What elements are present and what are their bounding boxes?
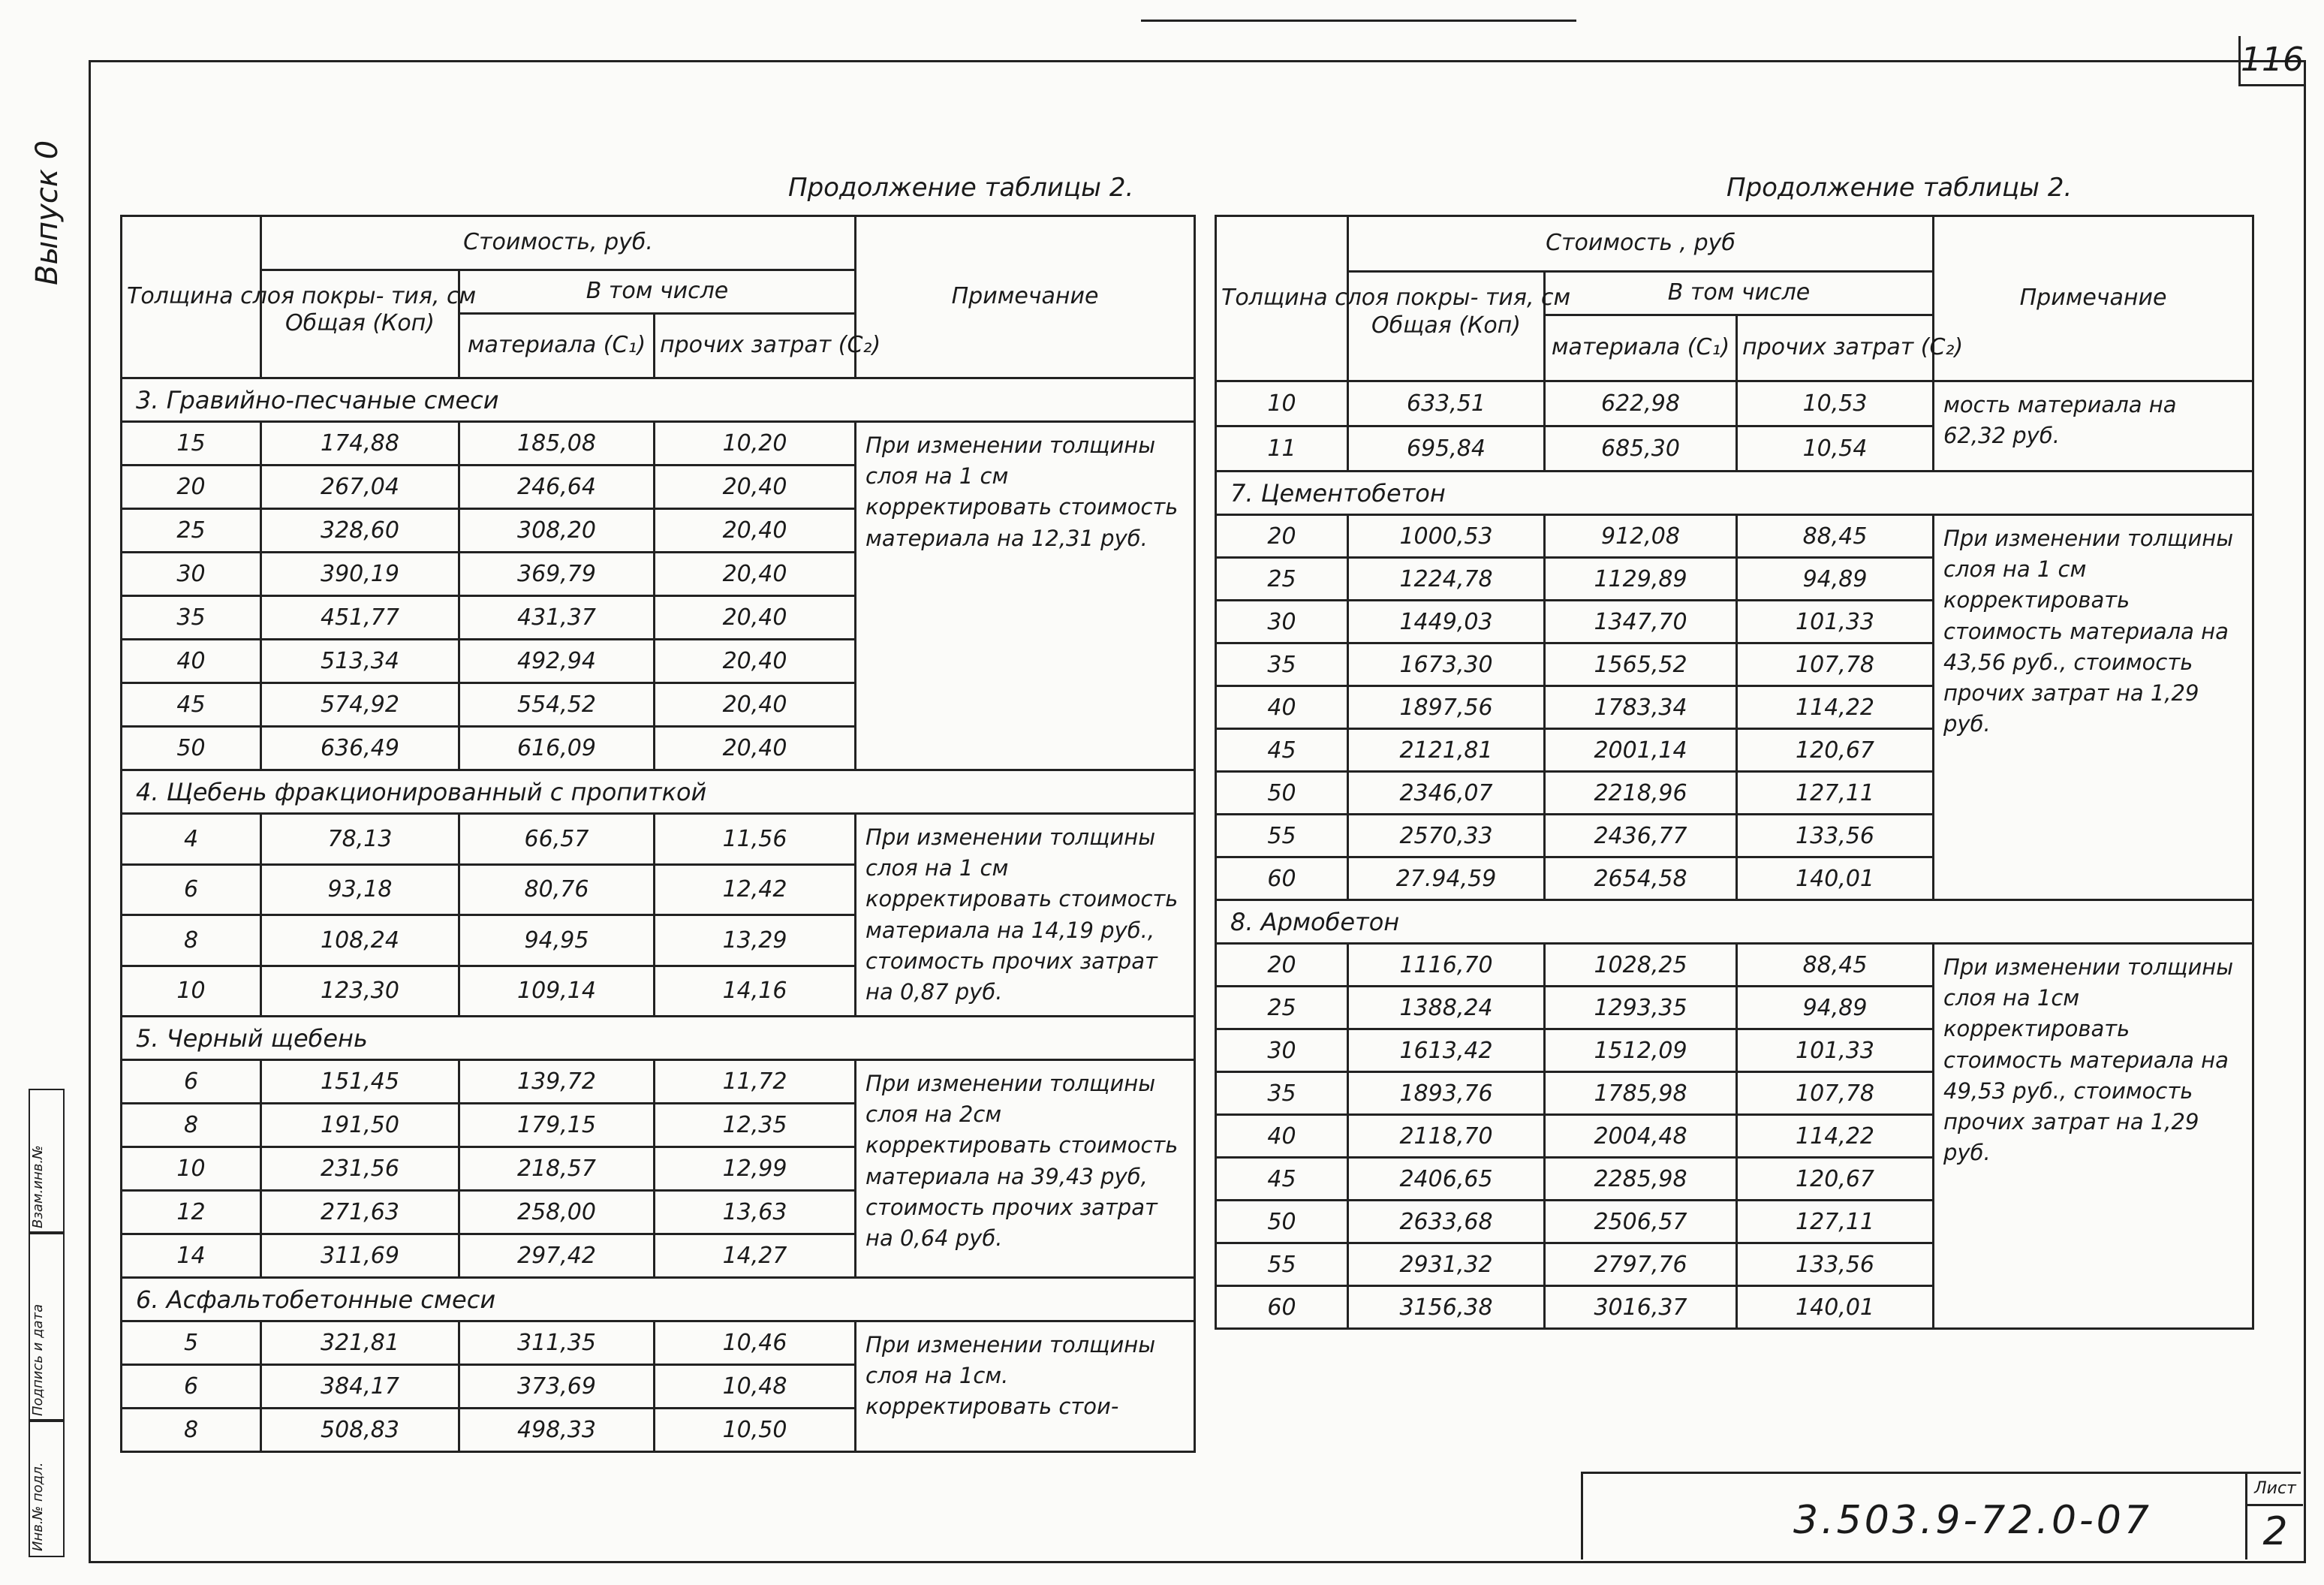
thickness-cell: 45 bbox=[1216, 729, 1348, 772]
other-cell: 10,53 bbox=[1737, 381, 1934, 426]
other-cell: 107,78 bbox=[1737, 1072, 1934, 1115]
total-cell: 633,51 bbox=[1348, 381, 1545, 426]
section-title: 6. Асфальтобетонные смеси bbox=[122, 1278, 1195, 1321]
total-cell: 2931,32 bbox=[1348, 1243, 1545, 1286]
thickness-cell: 25 bbox=[122, 509, 261, 553]
table-row bbox=[122, 1321, 1195, 1365]
material-cell: 2001,14 bbox=[1545, 729, 1737, 772]
note-cell: При изменении толщины слоя на 1 см корректировать стоимость материала на 43,56 руб., стоимость прочих затрат на 1,29 руб. bbox=[1934, 515, 2253, 900]
material-cell: 179,15 bbox=[459, 1104, 655, 1147]
note-cell: При изменении толщины слоя на 1см. корректировать стои- bbox=[856, 1321, 1195, 1452]
section-title: 8. Армобетон bbox=[1216, 900, 2253, 944]
total-cell: 1449,03 bbox=[1348, 601, 1545, 643]
total-cell: 2121,81 bbox=[1348, 729, 1545, 772]
total-cell: 384,17 bbox=[261, 1365, 459, 1409]
thickness-cell: 30 bbox=[1216, 601, 1348, 643]
thickness-cell: 50 bbox=[122, 727, 261, 770]
material-cell: 1512,09 bbox=[1545, 1029, 1737, 1072]
total-cell: 231,56 bbox=[261, 1147, 459, 1191]
total-cell: 513,34 bbox=[261, 640, 459, 683]
right-table-caption: Продолжение таблицы 2. bbox=[1726, 173, 2073, 203]
material-cell: 1785,98 bbox=[1545, 1072, 1737, 1115]
table-row bbox=[1216, 381, 2253, 426]
material-cell: 66,57 bbox=[459, 814, 655, 865]
note-cell: При изменении толщины слоя на 1 см корректировать стоимость материала на 14,19 руб., стоимость прочих затрат на 0,87 руб. bbox=[856, 814, 1195, 1017]
note-cell: При изменении толщины слоя на 1см корректировать стоимость материала на 49,53 руб., стоимость прочих затрат на 1,29 руб. bbox=[1934, 944, 2253, 1329]
material-cell: 1129,89 bbox=[1545, 558, 1737, 601]
total-cell: 108,24 bbox=[261, 915, 459, 966]
other-cell: 20,40 bbox=[655, 509, 856, 553]
other-cell: 20,40 bbox=[655, 596, 856, 640]
other-cell: 13,63 bbox=[655, 1191, 856, 1234]
material-cell: 1783,34 bbox=[1545, 686, 1737, 729]
other-cell: 114,22 bbox=[1737, 686, 1934, 729]
total-cell: 451,77 bbox=[261, 596, 459, 640]
material-cell: 1347,70 bbox=[1545, 601, 1737, 643]
sheet-number: 116 bbox=[2238, 36, 2304, 86]
section-title: 4. Щебень фракционированный с пропиткой bbox=[122, 770, 1195, 814]
total-cell: 328,60 bbox=[261, 509, 459, 553]
material-cell: 431,37 bbox=[459, 596, 655, 640]
thickness-cell: 55 bbox=[1216, 815, 1348, 857]
other-cell: 133,56 bbox=[1737, 1243, 1934, 1286]
material-cell: 622,98 bbox=[1545, 381, 1737, 426]
thickness-cell: 35 bbox=[122, 596, 261, 640]
other-cell: 20,40 bbox=[655, 640, 856, 683]
total-cell: 27.94,59 bbox=[1348, 857, 1545, 900]
thickness-cell: 8 bbox=[122, 1409, 261, 1452]
total-cell: 1893,76 bbox=[1348, 1072, 1545, 1115]
cost-table-right bbox=[1215, 215, 2254, 1330]
thickness-cell: 35 bbox=[1216, 643, 1348, 686]
other-cell: 10,50 bbox=[655, 1409, 856, 1452]
thickness-cell: 12 bbox=[122, 1191, 261, 1234]
material-cell: 1293,35 bbox=[1545, 987, 1737, 1029]
material-cell: 554,52 bbox=[459, 683, 655, 727]
material-cell: 2218,96 bbox=[1545, 772, 1737, 815]
thickness-cell: 5 bbox=[122, 1321, 261, 1365]
other-cell: 101,33 bbox=[1737, 601, 1934, 643]
thickness-cell: 10 bbox=[122, 1147, 261, 1191]
total-cell: 123,30 bbox=[261, 966, 459, 1017]
total-cell: 1673,30 bbox=[1348, 643, 1545, 686]
material-header: материала (С₁) bbox=[1545, 315, 1737, 381]
material-cell: 3016,37 bbox=[1545, 1286, 1737, 1329]
material-cell: 1028,25 bbox=[1545, 944, 1737, 987]
material-cell: 1565,52 bbox=[1545, 643, 1737, 686]
thickness-cell: 15 bbox=[122, 422, 261, 466]
total-cell: 2346,07 bbox=[1348, 772, 1545, 815]
other-cell: 88,45 bbox=[1737, 944, 1934, 987]
thickness-cell: 14 bbox=[122, 1234, 261, 1278]
note-cell: При изменении толщины слоя на 1 см корректировать стоимость материала на 12,31 руб. bbox=[856, 422, 1195, 770]
other-cell: 20,40 bbox=[655, 553, 856, 596]
list-box bbox=[2245, 1474, 2303, 1559]
material-cell: 498,33 bbox=[459, 1409, 655, 1452]
note-header: Примечание bbox=[1934, 216, 2253, 381]
total-cell: 574,92 bbox=[261, 683, 459, 727]
thickness-cell: 60 bbox=[1216, 1286, 1348, 1329]
table-row bbox=[122, 1060, 1195, 1104]
total-cell: 1224,78 bbox=[1348, 558, 1545, 601]
section-row bbox=[122, 1278, 1195, 1321]
other-cell: 94,89 bbox=[1737, 987, 1934, 1029]
total-cell: 2633,68 bbox=[1348, 1201, 1545, 1243]
table-row bbox=[1216, 515, 2253, 558]
thickness-cell: 40 bbox=[1216, 686, 1348, 729]
material-cell: 297,42 bbox=[459, 1234, 655, 1278]
material-cell: 2506,57 bbox=[1545, 1201, 1737, 1243]
total-cell: 636,49 bbox=[261, 727, 459, 770]
material-cell: 311,35 bbox=[459, 1321, 655, 1365]
other-cell: 140,01 bbox=[1737, 1286, 1934, 1329]
section-title: 5. Черный щебень bbox=[122, 1017, 1195, 1060]
other-cell: 133,56 bbox=[1737, 815, 1934, 857]
total-cell: 78,13 bbox=[261, 814, 459, 865]
title-block bbox=[1581, 1472, 2301, 1559]
thickness-cell: 55 bbox=[1216, 1243, 1348, 1286]
thickness-cell: 10 bbox=[122, 966, 261, 1017]
total-cell: 1613,42 bbox=[1348, 1029, 1545, 1072]
thickness-cell: 25 bbox=[1216, 558, 1348, 601]
other-costs-header: прочих затрат (С₂) bbox=[655, 314, 856, 378]
table-row bbox=[122, 422, 1195, 466]
other-cell: 11,72 bbox=[655, 1060, 856, 1104]
material-cell: 185,08 bbox=[459, 422, 655, 466]
other-cell: 94,89 bbox=[1737, 558, 1934, 601]
section-row bbox=[122, 378, 1195, 422]
stamp-podpis: Подпись и дата bbox=[29, 1231, 65, 1422]
total-cell: 267,04 bbox=[261, 466, 459, 509]
list-number: 2 bbox=[2262, 1509, 2288, 1554]
other-cell: 20,40 bbox=[655, 727, 856, 770]
material-cell: 369,79 bbox=[459, 553, 655, 596]
material-cell: 218,57 bbox=[459, 1147, 655, 1191]
other-cell: 20,40 bbox=[655, 466, 856, 509]
material-cell: 246,64 bbox=[459, 466, 655, 509]
thickness-cell: 6 bbox=[122, 1365, 261, 1409]
thickness-cell: 30 bbox=[1216, 1029, 1348, 1072]
other-cell: 107,78 bbox=[1737, 643, 1934, 686]
total-cell: 3156,38 bbox=[1348, 1286, 1545, 1329]
thickness-cell: 10 bbox=[1216, 381, 1348, 426]
thickness-cell: 40 bbox=[1216, 1115, 1348, 1158]
material-cell: 2797,76 bbox=[1545, 1243, 1737, 1286]
total-header: Общая (Коп) bbox=[261, 270, 459, 378]
total-cell: 93,18 bbox=[261, 864, 459, 915]
total-cell: 2118,70 bbox=[1348, 1115, 1545, 1158]
total-cell: 151,45 bbox=[261, 1060, 459, 1104]
section-row bbox=[122, 770, 1195, 814]
thickness-cell: 20 bbox=[1216, 944, 1348, 987]
thickness-cell: 45 bbox=[122, 683, 261, 727]
thickness-cell: 25 bbox=[1216, 987, 1348, 1029]
material-cell: 685,30 bbox=[1545, 426, 1737, 472]
vypusk-label: Выпуск 0 bbox=[30, 140, 65, 285]
material-cell: 2436,77 bbox=[1545, 815, 1737, 857]
thickness-cell: 40 bbox=[122, 640, 261, 683]
material-header: материала (С₁) bbox=[459, 314, 655, 378]
other-cell: 127,11 bbox=[1737, 772, 1934, 815]
thickness-cell: 20 bbox=[1216, 515, 1348, 558]
material-cell: 258,00 bbox=[459, 1191, 655, 1234]
other-cell: 10,54 bbox=[1737, 426, 1934, 472]
other-cell: 127,11 bbox=[1737, 1201, 1934, 1243]
thickness-cell: 20 bbox=[122, 466, 261, 509]
other-cell: 114,22 bbox=[1737, 1115, 1934, 1158]
other-cell: 10,48 bbox=[655, 1365, 856, 1409]
thickness-cell: 8 bbox=[122, 1104, 261, 1147]
total-cell: 271,63 bbox=[261, 1191, 459, 1234]
material-cell: 912,08 bbox=[1545, 515, 1737, 558]
material-cell: 2654,58 bbox=[1545, 857, 1737, 900]
material-cell: 80,76 bbox=[459, 864, 655, 915]
total-cell: 695,84 bbox=[1348, 426, 1545, 472]
material-cell: 373,69 bbox=[459, 1365, 655, 1409]
thickness-cell: 6 bbox=[122, 864, 261, 915]
total-cell: 1116,70 bbox=[1348, 944, 1545, 987]
other-cell: 14,27 bbox=[655, 1234, 856, 1278]
material-cell: 2285,98 bbox=[1545, 1158, 1737, 1201]
table-row bbox=[1216, 944, 2253, 987]
material-cell: 2004,48 bbox=[1545, 1115, 1737, 1158]
thickness-cell: 50 bbox=[1216, 1201, 1348, 1243]
other-cell: 120,67 bbox=[1737, 729, 1934, 772]
other-cell: 101,33 bbox=[1737, 1029, 1934, 1072]
total-cell: 2570,33 bbox=[1348, 815, 1545, 857]
total-cell: 2406,65 bbox=[1348, 1158, 1545, 1201]
other-cell: 12,35 bbox=[655, 1104, 856, 1147]
thickness-cell: 60 bbox=[1216, 857, 1348, 900]
other-cell: 88,45 bbox=[1737, 515, 1934, 558]
other-cell: 120,67 bbox=[1737, 1158, 1934, 1201]
thickness-cell: 50 bbox=[1216, 772, 1348, 815]
thickness-cell: 30 bbox=[122, 553, 261, 596]
other-cell: 20,40 bbox=[655, 683, 856, 727]
other-cell: 13,29 bbox=[655, 915, 856, 966]
thickness-cell: 11 bbox=[1216, 426, 1348, 472]
including-header: В том числе bbox=[1545, 272, 1934, 315]
including-header: В том числе bbox=[459, 270, 856, 314]
section-row bbox=[1216, 900, 2253, 944]
total-cell: 390,19 bbox=[261, 553, 459, 596]
material-cell: 308,20 bbox=[459, 509, 655, 553]
note-cell: При изменении толщины слоя на 2см корректировать стоимость материала на 39,43 руб, стоимость прочих затрат на 0,64 руб. bbox=[856, 1060, 1195, 1278]
thickness-cell: 45 bbox=[1216, 1158, 1348, 1201]
top-rule bbox=[1141, 20, 1576, 22]
cost-table-left bbox=[120, 215, 1196, 1453]
other-cell: 10,46 bbox=[655, 1321, 856, 1365]
other-cell: 12,42 bbox=[655, 864, 856, 915]
other-cell: 14,16 bbox=[655, 966, 856, 1017]
section-row bbox=[122, 1017, 1195, 1060]
total-cell: 174,88 bbox=[261, 422, 459, 466]
total-cell: 191,50 bbox=[261, 1104, 459, 1147]
section-row bbox=[1216, 472, 2253, 515]
thickness-header: Толщина слоя покры- тия, см bbox=[122, 216, 261, 378]
left-table-body bbox=[122, 216, 1195, 1452]
total-cell: 1388,24 bbox=[1348, 987, 1545, 1029]
thickness-header: Толщина слоя покры- тия, см bbox=[1216, 216, 1348, 381]
other-cell: 10,20 bbox=[655, 422, 856, 466]
total-header: Общая (Коп) bbox=[1348, 272, 1545, 381]
material-cell: 94,95 bbox=[459, 915, 655, 966]
material-cell: 109,14 bbox=[459, 966, 655, 1017]
thickness-cell: 4 bbox=[122, 814, 261, 865]
thickness-cell: 6 bbox=[122, 1060, 261, 1104]
other-costs-header: прочих затрат (С₂) bbox=[1737, 315, 1934, 381]
other-cell: 11,56 bbox=[655, 814, 856, 865]
note-header: Примечание bbox=[856, 216, 1195, 378]
stamp-vzam: Взам.инв.№ bbox=[29, 1089, 65, 1234]
note-cell: мость материала на 62,32 руб. bbox=[1934, 381, 2253, 472]
cost-header: Стоимость, руб. bbox=[261, 216, 856, 270]
material-cell: 492,94 bbox=[459, 640, 655, 683]
list-label: Лист bbox=[2247, 1474, 2303, 1506]
right-table-body bbox=[1216, 216, 2253, 1329]
section-title: 7. Цементобетон bbox=[1216, 472, 2253, 515]
left-table-caption: Продолжение таблицы 2. bbox=[788, 173, 1134, 203]
total-cell: 508,83 bbox=[261, 1409, 459, 1452]
other-cell: 140,01 bbox=[1737, 857, 1934, 900]
stamp-inv-podl: Инв.№ подл. bbox=[29, 1419, 65, 1557]
total-cell: 311,69 bbox=[261, 1234, 459, 1278]
material-cell: 616,09 bbox=[459, 727, 655, 770]
total-cell: 1897,56 bbox=[1348, 686, 1545, 729]
total-cell: 321,81 bbox=[261, 1321, 459, 1365]
thickness-cell: 8 bbox=[122, 915, 261, 966]
cost-header: Стоимость , руб bbox=[1348, 216, 1934, 272]
section-title: 3. Гравийно-песчаные смеси bbox=[122, 378, 1195, 422]
material-cell: 139,72 bbox=[459, 1060, 655, 1104]
other-cell: 12,99 bbox=[655, 1147, 856, 1191]
total-cell: 1000,53 bbox=[1348, 515, 1545, 558]
table-row bbox=[122, 814, 1195, 865]
thickness-cell: 35 bbox=[1216, 1072, 1348, 1115]
document-code: 3.503.9-72.0-07 bbox=[1793, 1498, 2152, 1543]
